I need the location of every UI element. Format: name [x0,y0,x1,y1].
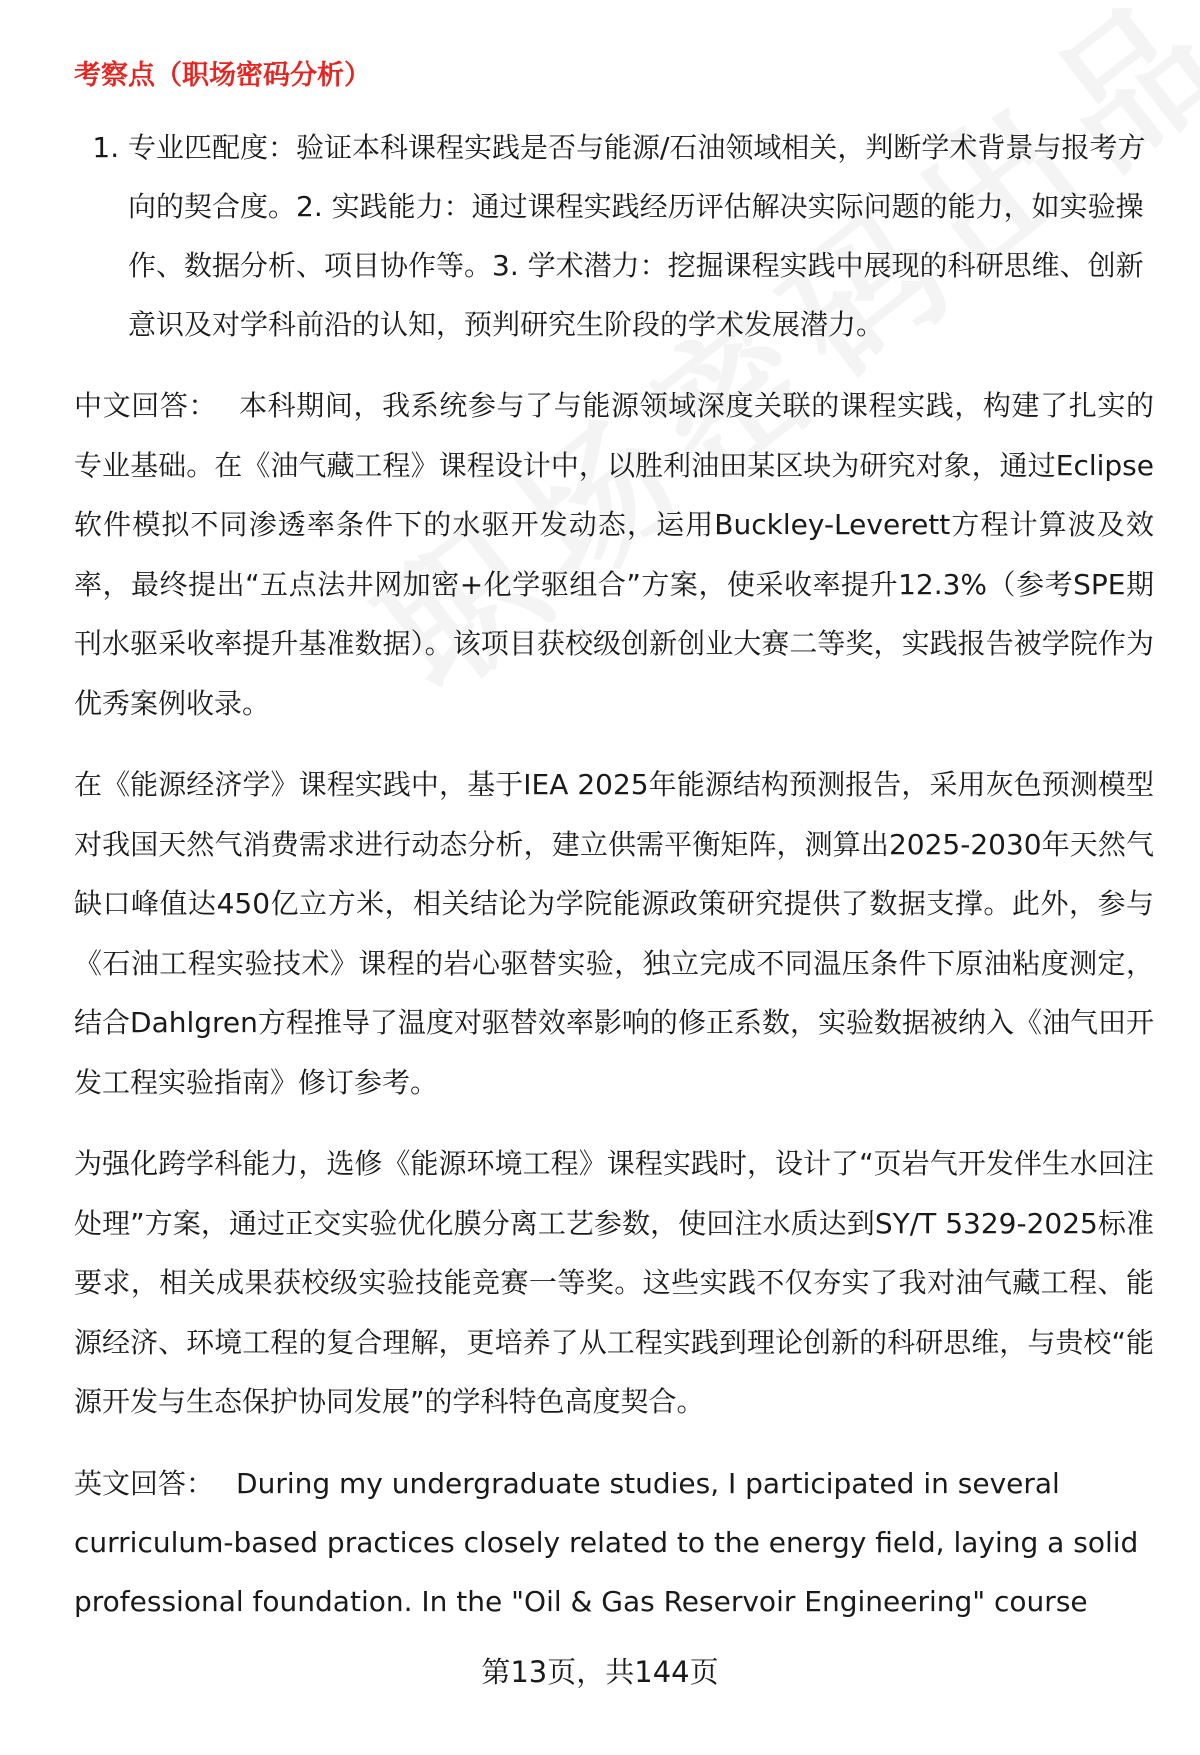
evaluation-point: 1. 专业匹配度：验证本科课程实践是否与能源/石油领域相关，判断学术背景与报考方向的契合度。2. 实践能力：通过课程实践经历评估解决实际问题的能力，如实验操作、数据分析、项目协作等。3. 学术潜力：挖掘课程实践中展现的科研思维、创新意识及对学科前沿的认知，预判研究生阶段的学术发展潜力。 [128,118,1154,354]
evaluation-points-list [74,118,1154,354]
chinese-answer-text-1: 本科期间，我系统参与了与能源领域深度关联的课程实践，构建了扎实的专业基础。在《油气藏工程》课程设计中，以胜利油田某区块为研究对象，通过Eclipse软件模拟不同渗透率条件下的水驱开发动态，运用Buckley-Leverett方程计算波及效率，最终提出“五点法井网加密+化学驱组合”方案，使采收率提升12.3%（参考SPE期刊水驱采收率提升基准数据）。该项目获校级创新创业大赛二等奖，实践报告被学院作为优秀案例收录。 [74,389,1154,720]
english-answer-text: During my undergraduate studies, I participated in several curriculum-based practices closely related to the energy field, laying a solid professional foundation. In the "Oil & Gas Reservoir Engineering" course [74,1466,1139,1618]
document-page [74,56,1154,1653]
chinese-answer-paragraph-3: 为强化跨学科能力，选修《能源环境工程》课程实践时，设计了“页岩气开发伴生水回注处理”方案，通过正交实验优化膜分离工艺参数，使回注水质达到SY/T 5329-2025标准要求，相关成果获校级实验技能竞赛一等奖。这些实践不仅夯实了我对油气藏工程、能源经济、环境工程的复合理解，更培养了从工程实践到理论创新的科研思维，与贵校“能源开发与生态保护协同发展”的学科特色高度契合。 [74,1147,1154,1418]
english-answer-label: 英文回答： [74,1466,215,1500]
chinese-answer-paragraph-1 [74,376,1154,733]
english-answer-paragraph [74,1454,1154,1631]
chinese-answer-label: 中文回答： [74,389,218,422]
section-title: 考察点（职场密码分析） [74,60,371,91]
chinese-answer-paragraph-2: 在《能源经济学》课程实践中，基于IEA 2025年能源结构预测报告，采用灰色预测模型对我国天然气消费需求进行动态分析，建立供需平衡矩阵，测算出2025-2030年天然气缺口峰值达450亿立方米，相关结论为学院能源政策研究提供了数据支撑。此外，参与《石油工程实验技术》课程的岩心驱替实验，独立完成不同温压条件下原油粘度测定，结合Dahlgren方程推导了温度对驱替效率影响的修正系数，实验数据被纳入《油气田开发工程实验指南》修订参考。 [74,768,1154,1099]
page-number-footer: 第13页，共144页 [481,1655,719,1689]
